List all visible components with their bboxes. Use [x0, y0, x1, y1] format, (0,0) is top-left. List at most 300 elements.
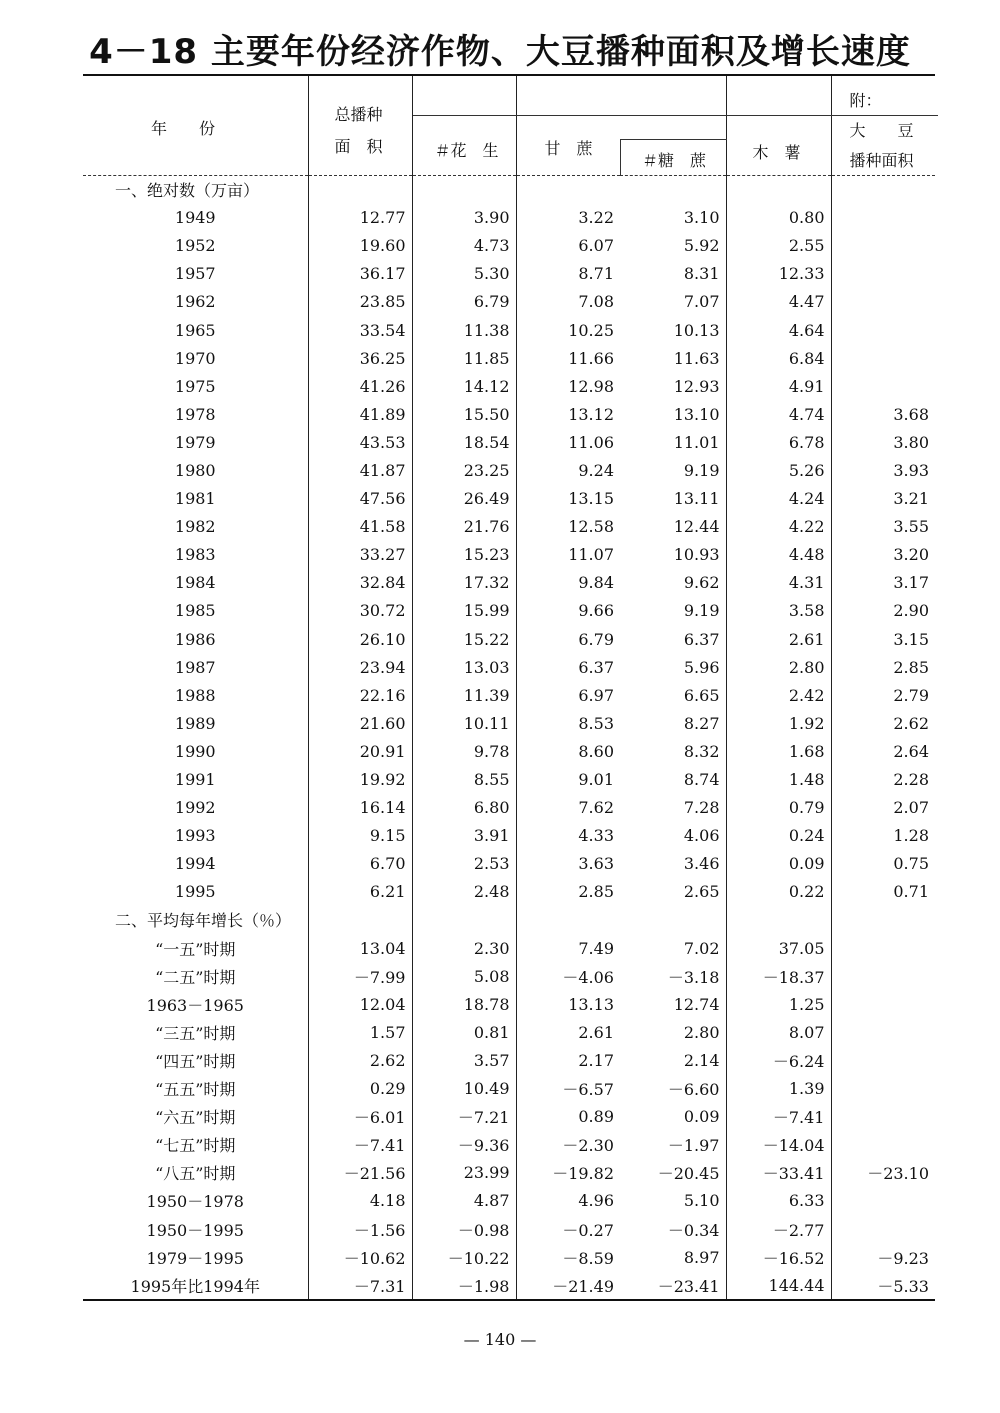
cell-soybean: [831, 288, 935, 316]
row-label: “四五”时期: [155, 1051, 236, 1071]
cell-sugarcane: －8.59: [516, 1243, 620, 1271]
cell-sugarcane: 7.62: [516, 794, 620, 822]
cell-sugarcane: 11.66: [516, 344, 620, 372]
cell-sugar-cane: －3.18: [667, 967, 720, 987]
header-total-line1: 总播种: [334, 105, 383, 124]
table-row: [83, 962, 935, 990]
empty-cell: [516, 175, 620, 204]
cell-soybean: －5.33: [831, 1271, 935, 1300]
table-row: [83, 1243, 935, 1271]
cell-soybean: [831, 260, 935, 288]
cell-peanut: 4.87: [412, 1187, 516, 1215]
cell-cassava: 1.39: [726, 1075, 831, 1103]
table-row: [83, 456, 935, 484]
cell-total: 30.72: [308, 597, 412, 625]
table-row: [83, 288, 935, 316]
row-label: 1949: [174, 208, 216, 228]
cell-sugarcane: 2.85: [516, 878, 620, 906]
cell-sugar-cane: 7.02: [683, 938, 720, 958]
cell-soybean: 2.85: [831, 653, 935, 681]
empty-cell: [620, 175, 726, 204]
row-label: 1984: [174, 573, 216, 593]
header-cassava: [726, 75, 831, 175]
cell-soybean: 3.55: [831, 513, 935, 541]
table-row: [83, 372, 935, 400]
cell-total: 36.25: [308, 344, 412, 372]
cell-soybean: 3.68: [831, 400, 935, 428]
cell-sugar-cane: 10.13: [673, 320, 720, 340]
cell-peanut: 4.73: [412, 232, 516, 260]
cell-sugar-cane: 2.14: [683, 1050, 720, 1070]
cell-soybean: [831, 990, 935, 1018]
cell-cassava: －33.41: [726, 1159, 831, 1187]
cell-total: 6.21: [308, 878, 412, 906]
cell-sugarcane: 11.06: [516, 428, 620, 456]
cell-sugar-cane: 2.80: [683, 1022, 720, 1042]
table-row: [83, 569, 935, 597]
page-title: 4－18 主要年份经济作物、大豆播种面积及增长速度: [89, 32, 911, 72]
cell-total: －21.56: [308, 1159, 412, 1187]
table-row: [83, 513, 935, 541]
cell-soybean: [831, 1103, 935, 1131]
table-row: [83, 344, 935, 372]
cell-sugar-cane: 10.93: [673, 545, 720, 565]
row-label: “五五”时期: [155, 1080, 236, 1100]
cell-soybean: 2.90: [831, 597, 935, 625]
cell-cassava: 6.78: [726, 428, 831, 456]
cell-total: 33.54: [308, 316, 412, 344]
row-label: “二五”时期: [155, 967, 236, 987]
cell-peanut: 6.80: [412, 794, 516, 822]
cell-peanut: 3.90: [412, 204, 516, 232]
cell-cassava: 0.80: [726, 204, 831, 232]
cell-cassava: 4.48: [726, 541, 831, 569]
cell-cassava: 4.24: [726, 485, 831, 513]
table-row: [83, 934, 935, 962]
cell-total: 47.56: [308, 485, 412, 513]
cell-sugarcane: 4.33: [516, 822, 620, 850]
cell-total: －7.31: [308, 1271, 412, 1300]
empty-cell: [831, 906, 935, 934]
row-label: 1993: [174, 826, 216, 846]
cell-peanut: －10.22: [412, 1243, 516, 1271]
cell-cassava: 2.42: [726, 681, 831, 709]
table-row: [83, 765, 935, 793]
cell-cassava: 0.22: [726, 878, 831, 906]
cell-soybean: 3.17: [831, 569, 935, 597]
header-year-label: 年 份: [151, 119, 216, 138]
table-row: [83, 681, 935, 709]
cell-sugar-cane: 8.97: [683, 1247, 720, 1267]
cell-cassava: －16.52: [726, 1243, 831, 1271]
cell-sugar-cane: 12.93: [673, 376, 720, 396]
cell-peanut: 11.39: [412, 681, 516, 709]
cell-total: 41.87: [308, 456, 412, 484]
row-label: “一五”时期: [155, 939, 236, 959]
cell-total: 1.57: [308, 1018, 412, 1046]
cell-total: 0.29: [308, 1075, 412, 1103]
cell-sugarcane: －2.30: [516, 1131, 620, 1159]
header-total: [308, 75, 412, 175]
cell-sugar-cane: 3.10: [683, 208, 720, 228]
cell-sugar-cane: －23.41: [620, 1271, 726, 1300]
table-row: [83, 1103, 935, 1131]
cell-cassava: 37.05: [726, 934, 831, 962]
cell-sugarcane: 8.71: [516, 260, 620, 288]
cell-peanut: 17.32: [412, 569, 516, 597]
cell-cassava: －2.77: [726, 1215, 831, 1243]
table-row: [83, 597, 935, 625]
cell-cassava: 4.64: [726, 316, 831, 344]
cell-cassava: 1.25: [726, 990, 831, 1018]
header-sugar-cane: [620, 75, 726, 175]
cell-sugarcane: 3.22: [516, 204, 620, 232]
cell-total: 23.94: [308, 653, 412, 681]
cell-total: 9.15: [308, 822, 412, 850]
cell-sugar-cane: 9.19: [683, 460, 720, 480]
table-row: [83, 822, 935, 850]
table-row: [83, 878, 935, 906]
cell-peanut: 3.57: [412, 1046, 516, 1074]
cell-sugarcane: 12.98: [516, 372, 620, 400]
cell-soybean: 0.75: [831, 850, 935, 878]
table-row: [83, 1159, 935, 1187]
cell-peanut: 2.48: [412, 878, 516, 906]
row-label: 1990: [174, 741, 216, 761]
table-row: [83, 1075, 935, 1103]
cell-soybean: 3.80: [831, 428, 935, 456]
row-label: 1979－1995: [146, 1248, 244, 1268]
cell-total: 13.04: [308, 934, 412, 962]
cell-total: 19.92: [308, 765, 412, 793]
section-label: 二、平均每年增长（％）: [115, 911, 292, 931]
cell-cassava: －7.41: [726, 1103, 831, 1131]
row-label: 1986: [174, 629, 216, 649]
header-peanut: [412, 75, 516, 175]
cell-sugar-cane: 0.09: [683, 1107, 720, 1127]
cell-peanut: 2.30: [412, 934, 516, 962]
cell-peanut: －9.36: [412, 1131, 516, 1159]
header-sugar-cane-label: ＃糖 蔗: [642, 151, 707, 170]
table-header-row: [83, 75, 935, 175]
cell-sugar-cane: 7.07: [683, 292, 720, 312]
cell-total: －7.99: [308, 962, 412, 990]
cell-soybean: [831, 372, 935, 400]
row-label: “三五”时期: [155, 1023, 236, 1043]
row-label: 1979: [174, 432, 216, 452]
cell-peanut: 18.54: [412, 428, 516, 456]
cell-cassava: 2.61: [726, 625, 831, 653]
cell-peanut: 2.53: [412, 850, 516, 878]
cell-peanut: 3.91: [412, 822, 516, 850]
row-label: 1995: [174, 882, 216, 902]
cell-total: 36.17: [308, 260, 412, 288]
cell-peanut: 9.78: [412, 737, 516, 765]
cell-soybean: 3.93: [831, 456, 935, 484]
cell-peanut: 15.99: [412, 597, 516, 625]
cell-sugar-cane: 8.27: [683, 713, 720, 733]
cell-total: －7.41: [308, 1131, 412, 1159]
cell-peanut: 0.81: [412, 1018, 516, 1046]
cell-peanut: 26.49: [412, 485, 516, 513]
cell-sugar-cane: 4.06: [683, 826, 720, 846]
cell-soybean: [831, 1018, 935, 1046]
cell-sugarcane: 13.15: [516, 485, 620, 513]
cell-total: －6.01: [308, 1103, 412, 1131]
table-row: [83, 485, 935, 513]
cell-soybean: [831, 204, 935, 232]
row-label: 1950－1995: [146, 1220, 244, 1240]
cell-peanut: 8.55: [412, 765, 516, 793]
cell-cassava: 0.79: [726, 794, 831, 822]
cell-total: 23.85: [308, 288, 412, 316]
cell-sugarcane: 7.08: [516, 288, 620, 316]
cell-total: 16.14: [308, 794, 412, 822]
cell-peanut: 18.78: [412, 990, 516, 1018]
cell-sugar-cane: 8.74: [683, 770, 720, 790]
cell-total: 12.04: [308, 990, 412, 1018]
cell-cassava: 2.55: [726, 232, 831, 260]
cell-sugarcane: 2.17: [516, 1046, 620, 1074]
cell-total: 32.84: [308, 569, 412, 597]
cell-soybean: 0.71: [831, 878, 935, 906]
cell-peanut: －0.98: [412, 1215, 516, 1243]
row-label: 1989: [174, 713, 216, 733]
cell-sugarcane: 8.60: [516, 737, 620, 765]
row-label: 1963－1965: [146, 995, 244, 1015]
cell-total: 43.53: [308, 428, 412, 456]
section-label: 一、绝对数（万亩）: [115, 181, 260, 201]
empty-cell: [516, 906, 620, 934]
cell-sugarcane: 9.24: [516, 456, 620, 484]
cell-cassava: 5.26: [726, 456, 831, 484]
row-label: 1988: [174, 685, 216, 705]
cell-sugar-cane: 6.37: [683, 629, 720, 649]
header-sugarcane: [516, 75, 620, 175]
header-soybean-line2: 大 豆: [849, 121, 914, 140]
cell-cassava: 0.09: [726, 850, 831, 878]
row-label: 1950－1978: [146, 1192, 244, 1212]
cell-peanut: 5.08: [412, 962, 516, 990]
row-label: 1962: [174, 292, 216, 312]
cell-total: 21.60: [308, 709, 412, 737]
cell-soybean: [831, 344, 935, 372]
cell-soybean: [831, 1187, 935, 1215]
cell-sugar-cane: 13.11: [673, 489, 720, 509]
cell-sugarcane: －21.49: [516, 1271, 620, 1300]
table-row: [83, 400, 935, 428]
table-row: [83, 709, 935, 737]
cell-sugarcane: 12.58: [516, 513, 620, 541]
empty-cell: [412, 906, 516, 934]
cell-cassava: 2.80: [726, 653, 831, 681]
cell-total: 41.58: [308, 513, 412, 541]
cell-sugarcane: 13.13: [516, 990, 620, 1018]
cell-cassava: 4.74: [726, 400, 831, 428]
cell-total: 6.70: [308, 850, 412, 878]
cell-sugar-cane: 13.10: [673, 404, 720, 424]
cell-sugarcane: 10.25: [516, 316, 620, 344]
table-row: [83, 260, 935, 288]
cell-total: 20.91: [308, 737, 412, 765]
cell-sugar-cane: 8.32: [683, 741, 720, 761]
cell-peanut: 10.49: [412, 1075, 516, 1103]
cell-sugar-cane: －0.34: [667, 1220, 720, 1240]
table-row: [83, 316, 935, 344]
cell-soybean: 2.79: [831, 681, 935, 709]
cell-soybean: －23.10: [831, 1159, 935, 1187]
cell-cassava: 6.84: [726, 344, 831, 372]
cell-sugar-cane: 5.96: [683, 657, 720, 677]
row-label: 1970: [174, 348, 216, 368]
table-row: [83, 850, 935, 878]
empty-cell: [412, 175, 516, 204]
empty-cell: [831, 175, 935, 204]
header-total-line2: 面 积: [334, 137, 383, 156]
cell-soybean: [831, 232, 935, 260]
cell-peanut: 23.99: [412, 1159, 516, 1187]
cell-total: 22.16: [308, 681, 412, 709]
cell-sugarcane: 3.63: [516, 850, 620, 878]
row-label: “七五”时期: [155, 1136, 236, 1156]
table-row: [83, 1271, 935, 1300]
cell-sugar-cane: －1.97: [667, 1136, 720, 1156]
table-row: [83, 1131, 935, 1159]
cell-cassava: 12.33: [726, 260, 831, 288]
cell-sugar-cane: 6.65: [683, 685, 720, 705]
cell-sugar-cane: 12.74: [673, 994, 720, 1014]
cell-total: 41.26: [308, 372, 412, 400]
cell-sugarcane: －6.57: [516, 1075, 620, 1103]
table-row: [83, 204, 935, 232]
table-row: [83, 232, 935, 260]
cell-soybean: [831, 1075, 935, 1103]
cell-cassava: 1.92: [726, 709, 831, 737]
cell-sugarcane: 6.07: [516, 232, 620, 260]
page-number: — 140 —: [463, 1330, 537, 1349]
row-label: “八五”时期: [155, 1164, 236, 1184]
cell-total: －1.56: [308, 1215, 412, 1243]
empty-cell: [308, 175, 412, 204]
row-label: 1981: [174, 489, 216, 509]
cell-cassava: 1.48: [726, 765, 831, 793]
cell-cassava: －14.04: [726, 1131, 831, 1159]
cell-soybean: 2.64: [831, 737, 935, 765]
row-label: 1994: [174, 854, 216, 874]
cell-peanut: 15.22: [412, 625, 516, 653]
cell-sugar-cane: 5.92: [683, 236, 720, 256]
cell-sugar-cane: 2.65: [683, 882, 720, 902]
cell-cassava: 3.58: [726, 597, 831, 625]
section-row: [83, 906, 935, 934]
cell-sugarcane: 9.84: [516, 569, 620, 597]
cell-sugar-cane: 8.31: [683, 264, 720, 284]
cell-peanut: 15.23: [412, 541, 516, 569]
cell-soybean: [831, 934, 935, 962]
table-row: [83, 1018, 935, 1046]
cell-soybean: [831, 962, 935, 990]
header-year: [83, 75, 308, 175]
cell-sugarcane: 9.01: [516, 765, 620, 793]
cell-peanut: 10.11: [412, 709, 516, 737]
cell-soybean: [831, 1215, 935, 1243]
cell-sugarcane: 6.79: [516, 625, 620, 653]
cell-total: 2.62: [308, 1046, 412, 1074]
cell-cassava: 0.24: [726, 822, 831, 850]
cell-sugar-cane: 3.46: [683, 854, 720, 874]
cell-peanut: 13.03: [412, 653, 516, 681]
row-label: 1975: [174, 376, 216, 396]
cell-cassava: 4.47: [726, 288, 831, 316]
cell-sugar-cane: 7.28: [683, 798, 720, 818]
empty-cell: [726, 175, 831, 204]
cell-cassava: 4.31: [726, 569, 831, 597]
cell-soybean: 3.21: [831, 485, 935, 513]
cell-total: 4.18: [308, 1187, 412, 1215]
cell-sugarcane: －0.27: [516, 1215, 620, 1243]
cell-cassava: 4.91: [726, 372, 831, 400]
cell-cassava: 8.07: [726, 1018, 831, 1046]
header-soybean-line3: 播种面积: [849, 151, 914, 170]
cell-sugarcane: 6.97: [516, 681, 620, 709]
table-row: [83, 428, 935, 456]
cell-soybean: 2.62: [831, 709, 935, 737]
cell-peanut: 5.30: [412, 260, 516, 288]
cell-cassava: 4.22: [726, 513, 831, 541]
cell-sugarcane: 0.89: [516, 1103, 620, 1131]
cell-peanut: 14.12: [412, 372, 516, 400]
table-row: [83, 625, 935, 653]
row-label: 1982: [174, 517, 216, 537]
empty-cell: [726, 906, 831, 934]
cell-sugarcane: 9.66: [516, 597, 620, 625]
cell-sugarcane: 8.53: [516, 709, 620, 737]
cell-cassava: 144.44: [726, 1271, 831, 1300]
row-label: 1983: [174, 545, 216, 565]
header-sugarcane-label: 甘 蔗: [544, 139, 593, 158]
row-label: 1992: [174, 798, 216, 818]
cell-sugarcane: 4.96: [516, 1187, 620, 1215]
cell-sugar-cane: －20.45: [657, 1164, 720, 1184]
cell-sugarcane: 6.37: [516, 653, 620, 681]
cell-peanut: －7.21: [412, 1103, 516, 1131]
header-soybean-line1: 附：: [849, 91, 882, 110]
cell-soybean: 3.20: [831, 541, 935, 569]
empty-cell: [308, 906, 412, 934]
row-label: 1952: [174, 236, 216, 256]
cell-sugarcane: －19.82: [516, 1159, 620, 1187]
cell-sugarcane: 7.49: [516, 934, 620, 962]
table-row: [83, 1215, 935, 1243]
cell-peanut: 23.25: [412, 456, 516, 484]
row-label: 1965: [174, 320, 216, 340]
row-label: 1991: [174, 770, 216, 790]
table-row: [83, 990, 935, 1018]
cell-sugar-cane: 5.10: [683, 1191, 720, 1211]
cell-peanut: 21.76: [412, 513, 516, 541]
cell-peanut: 11.85: [412, 344, 516, 372]
cell-soybean: －9.23: [831, 1243, 935, 1271]
cell-sugarcane: 2.61: [516, 1018, 620, 1046]
cell-soybean: [831, 1046, 935, 1074]
header-soybean: [831, 75, 935, 175]
cell-total: 12.77: [308, 204, 412, 232]
cell-peanut: 11.38: [412, 316, 516, 344]
row-label: 1995年比1994年: [83, 1271, 308, 1300]
row-label: 1957: [174, 264, 216, 284]
cell-sugarcane: －4.06: [516, 962, 620, 990]
cell-cassava: －18.37: [726, 962, 831, 990]
